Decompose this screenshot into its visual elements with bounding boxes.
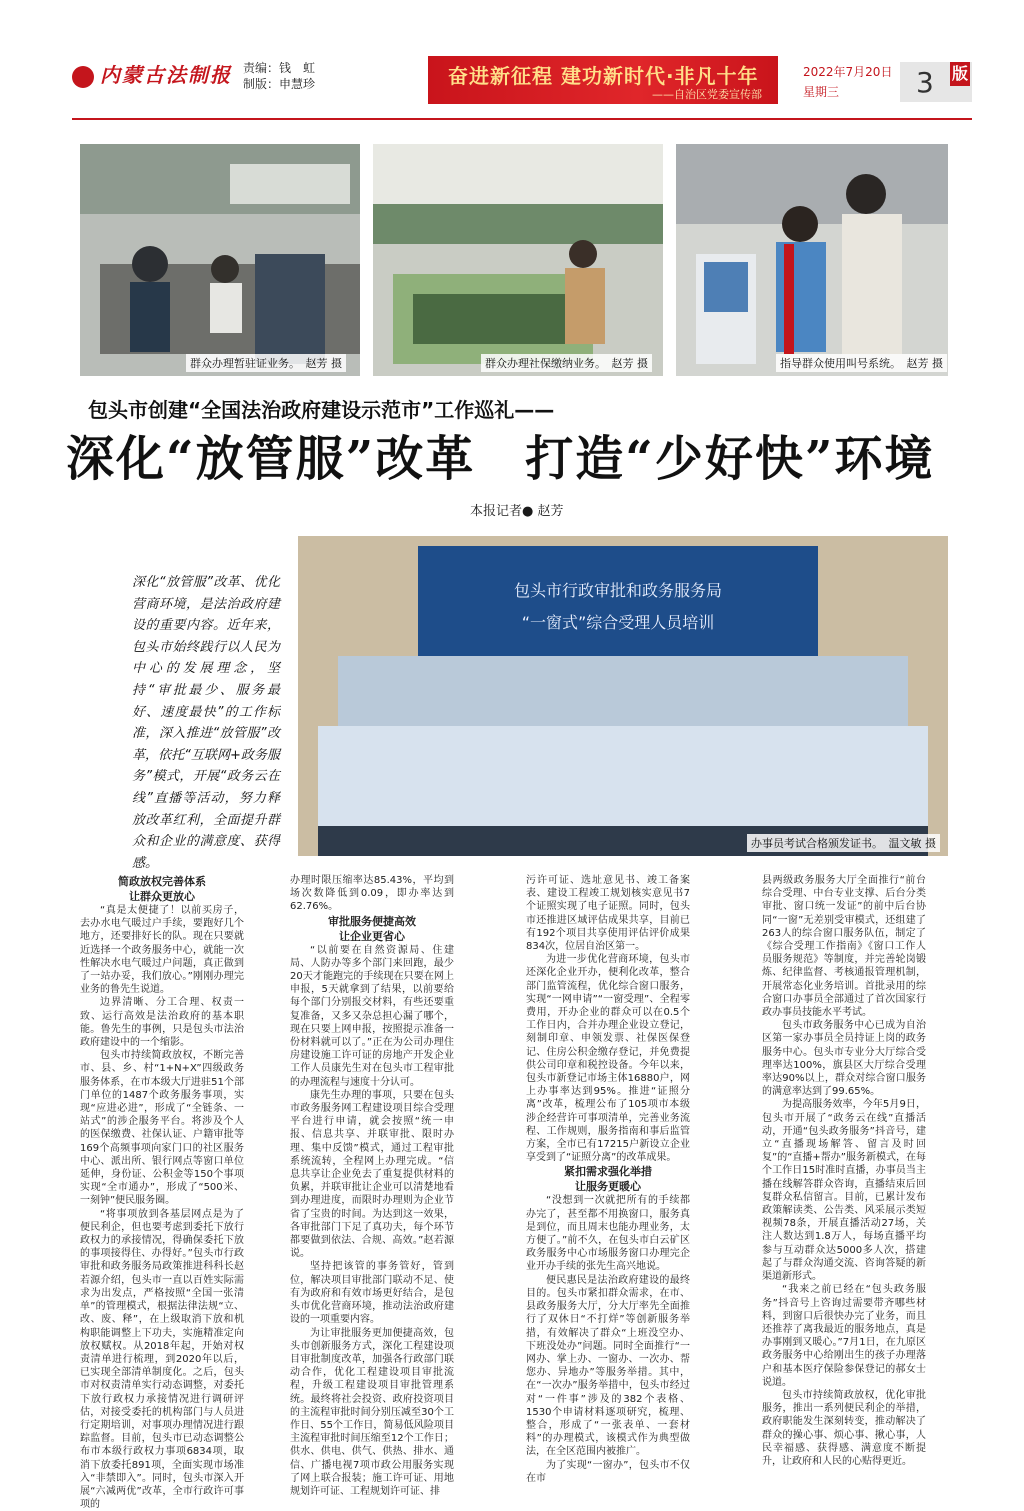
body-paragraph: “以前要在自然资源局、住建局、人防办等多个部门来回跑，最少20天才能跑完的手续现在只要在网上申报，5天就拿到了结果，以前要给每个部门分别报交材料，有些还要重复准备，又多又杂总担心漏了哪个，现在只要上网申报，按照提示准备一份材料就可以了。”正在为公司办理住房建设施工许可证的房地产开发企业工作人员康先生对在包头市工程审批的办理流程与速度十分认可。 xyxy=(290,944,454,1088)
theme-banner xyxy=(428,56,778,104)
photo-residence-permit xyxy=(80,144,360,376)
group-banner-line2: “一窗式”综合受理人员培训 xyxy=(521,613,715,632)
body-paragraph: 为提高服务效率，今年5月9日，包头市开展了“政务云在线”直播活动，开通“包头政务服务”抖音号，建立“直播现场解答、留言及时回复”的“直播+帮办”服务新模式，在每个工作日15时准时直播，办事员当主播在线解答群众咨询，直播结束后回复群众私信留言。目前，已累计发布政策解读类、公告类、风采展示类短视频78条，开展直播活动27场，关注人数达到1.8万人，每场直播平均参与互动群众达5000多人次，搭建起了与群众沟通交流、咨询答疑的新渠道新形式。 xyxy=(762,1099,926,1283)
photo-caption: 群众办理社保缴纳业务。 赵芳 摄 xyxy=(481,354,652,372)
photo-service-hall-icon xyxy=(373,144,663,376)
article-lead xyxy=(132,572,280,874)
photo-caption: 群众办理暂驻证业务。 赵芳 摄 xyxy=(186,354,346,372)
banner-slogan: 奋进新征程 建功新时代·非凡十年 xyxy=(448,64,759,88)
logo-emblem-icon xyxy=(72,66,94,88)
page-number-box xyxy=(900,62,972,102)
body-paragraph: 便民惠民是法治政府建设的最终目的。包头市紧扣群众需求，在市、县政务服务大厅，分大厅率先全面推行了双休日“不打烊”等创新服务举措，有效解决了群众“上班没空办、下班没处办”问题。同时全面推行“一网办、掌上办、一窗办、一次办、帮您办、异地办”等服务举措。其中，在“一次办”服务举措中，包头市经过对“一件事”涉及的382个表格、1530个申请材料逐项研究，梳理、整合，形成了“一张表单、一套材料”的办理模式，该模式作为典型做法，在全区范围内被推广。 xyxy=(526,1274,690,1458)
body-paragraph: 康先生办理的事项，只要在包头市政务服务网工程建设项目综合受理平台进行申请，就会按照“统一申报、信息共享、并联审批、限时办理、集中反馈”模式，通过工程审批系统流转，全程网上办理完成。“信息共享让企业免去了重复提供材料的负累，并联审批让企业可以清楚地看到办理进度，而限时办理则为企业节省了宝贵的时间。为达到这一效果，各审批部门下足了真功夫，每个环节都要做到依法、合规、高效。”赵若源说。 xyxy=(290,1089,454,1260)
body-paragraph: 包头市持续简政放权，不断完善市、县、乡、村“1+N+X”四级政务服务体系，在市本级大厅进驻51个部门单位的1487个政务服务事项，实现“应进必进”，形成了“全链条、一站式”的涉企服务平台。将涉及个人的医保缴费、社保认证、户籍审批等169个高频事项向家门口的社区服务中心、派出所、银行网点等窗口单位延伸，身份证、公积金等150个事项实现“全市通办”，形成了“500米、一刻钟”便民服务圈。 xyxy=(80,1050,244,1207)
masthead xyxy=(0,0,1024,118)
body-paragraph: 为了实现“一窗办”，包头市不仅在市 xyxy=(526,1459,690,1484)
page-number: 3 xyxy=(916,66,934,99)
body-paragraph: 包头市持续简政放权，优化审批服务，推出一系列便民利企的举措，政府职能发生深刻转变，推动解决了群众的操心事、烦心事、揪心事，人民幸福感、获得感、满意度不断提升，让政府和人民的心贴得更近。 xyxy=(762,1389,926,1467)
editor-line: 责编：钱 虹 xyxy=(243,61,316,75)
body-column-1 xyxy=(80,874,244,1511)
article-headline: 深化“放管服”改革 打造“少好快”环境 xyxy=(66,431,935,487)
photo-group-scene-icon xyxy=(298,536,948,856)
section-heading: 审批服务便捷高效 让企业更省心 xyxy=(328,914,416,943)
newspaper-logo: 内蒙古法制报 xyxy=(72,58,232,92)
weekday-text: 星期三 xyxy=(803,85,840,99)
body-paragraph: 包头市政务服务中心已成为自治区第一家办事员全员持证上岗的政务服务中心。包头市专业分大厅综合受理率达100%，旗县区大厅综合受理率达90%以上，群众对综合窗口服务的满意率达到了99.65%。 xyxy=(762,1020,926,1098)
body-paragraph: “我来之前已经在“包头政务服务”抖音号上咨询过需要带齐哪些材料，到窗口后很快办完了业务，而且还推荐了离我最近的服务地点，真是办事刚到又暖心。”7月1日，在九原区政务服务中心给刚出生的孩子办理落户和基本医疗保险参保登记的郝女士说道。 xyxy=(762,1284,926,1388)
body-column-4 xyxy=(762,874,926,1478)
editor-info xyxy=(243,60,315,92)
body-paragraph: 为进一步优化营商环境，包头市还深化企业开办，便利化改革，整合部门监管流程，优化综合窗口服务，实现“一网申请”“一窗受理”、全程零费用，开办企业的群众可以在0.5个工作日内，合并办理企业设立登记，刻制印章、申领发票、社保医保登记、住房公积金缴存登记，并免费提供公司印章和税控设备。今年以来，包头市新登记市场主体16880户，网上办事率达到95%。推进“证照分离”改革，梳理公布了105项市本级涉企经营许可事项清单，完善业务流程、工作规则，服务指南和事后监管方案，全市已有17215户新设立企业享受到了“证照分离”的改革成果。 xyxy=(526,954,690,1164)
photo-queue-system xyxy=(676,144,948,376)
body-paragraph: “没想到一次就把所有的手续都办完了，甚至都不用换窗口，服务真是到位，而且周末也能办理业务，太方便了。”前不久，在包头市白云矿区政务服务中心市场服务窗口办理完企业开办手续的张先生高兴地说。 xyxy=(526,1195,690,1273)
banner-subtitle: ——自治区党委宣传部 xyxy=(652,88,762,101)
body-paragraph: “真是太便捷了！以前买房子，去办水电气暖过户手续，要跑好几个地方，还要排好长的队。现在只要就近选择一个政务服务中心，就能一次性解决水电气暖过户问题，真正做到了一站办妥，我们放心。”刚刚办理完业务的鲁先生说道。 xyxy=(80,905,244,996)
page-label: 版 xyxy=(950,62,970,86)
body-paragraph: 县两级政务服务大厅全面推行“前台综合受理、中台专业支撑、后台分类审批、窗口统一发证”的前中后台协同“一窗”无差别受审模式，还组建了263人的综合窗口服务队伍，制定了《综合受理工作指南》《窗口工作人员服务规范》等制度，并完善轮岗锻炼、纪律监督、考核通报管理机制，开展常态化业务培训。首批录用的综合窗口办事员全部通过了首次国家行政办事员技能水平考试。 xyxy=(762,875,926,1019)
lead-text: 深化“放管服”改革、优化营商环境，是法治政府建设的重要内容。近年来，包头市始终践行以人民为中心的发展理念，坚持“审批最少、服务最好、速度最快”的工作标准，深入推进“放管服”改革，依托“互联网+政务服务”模式，开展“政务云在线”直播等活动，努力释放改革红利，全面提升群众和企业的满意度、获得感。 xyxy=(132,575,280,871)
article-byline: 本报记者● 赵芳 xyxy=(470,504,564,519)
body-column-2 xyxy=(290,874,454,1497)
section-heading: 紧扣需求强化举措 让服务更暖心 xyxy=(564,1165,652,1194)
body-paragraph: 为让审批服务更加便捷高效，包头市创新服务方式，深化工程建设项目审批制度改革，加强各行政部门联动合作，优化工程建设项目审批流程，升级工程建设项目审批管理系统。最终将社会投资、政府投资项目的主流程审批时间分别压减至30个工作日、55个工作日，简易低风险项目主流程审批时间压缩至12个工作日；供水、供电、供气、供热、排水、通信、广播电视7项市政公用服务实现了网上联合报装；施工许可证、用地规划许可证、工程规划许可证、排 xyxy=(290,1327,454,1497)
issue-date xyxy=(803,62,892,102)
body-column-3 xyxy=(526,874,690,1484)
group-photo-caption: 办事员考试合格颁发证书。 温文敏 摄 xyxy=(747,834,940,852)
body-paragraph: 边界清晰、分工合理、权责一致、运行高效是法治政府的基本职能。鲁先生的事例，只是包头市法治政府建设中的一个缩影。 xyxy=(80,997,244,1049)
photo-group-training xyxy=(298,536,948,856)
photo-kiosk-scene-icon xyxy=(676,144,948,376)
section-heading: 简政放权完善体系 让群众更放心 xyxy=(118,875,206,903)
body-paragraph: 坚持把该管的事务管好，管到位，解决项目审批部门联动不足、使有为政府和有效市场更好结合，是包头市优化营商环境，推动法治政府建设的一项重要内容。 xyxy=(290,1261,454,1326)
body-paragraph: 办理时限压缩率达85.43%，平均到场次数降低到0.09，即办率达到62.76%。 xyxy=(290,875,454,913)
photo-social-security xyxy=(373,144,663,376)
header-divider xyxy=(72,118,972,120)
photo-caption: 指导群众使用叫号系统。 赵芳 摄 xyxy=(776,354,947,372)
photo-hall-scene-icon xyxy=(80,144,360,376)
article-kicker: 包头市创建“全国法治政府建设示范市”工作巡礼—— xyxy=(88,398,555,422)
body-paragraph: “将事项放到各基层网点是为了便民利企，但也要考虑到委托下放行政权力的承接情况，得确保委托下放的事项接得住、办得好。”包头市行政审批和政务服务局政策推进科科长赵若源介绍，包头市一直以百姓实际需求为出发点，严格按照“全国一张清单”的管理模式，根据法律法规“立、改、废、释”，在上级取消下放和机构职能调整上下功夫，实施精准定向放权赋权。从2018年起，开始对权责清单进行梳理，到2020年以后，已实现全部清单制度化。之后，包头市对权责清单实行动态调整，对委托下放行政权力承接情况进行调研评估，对接受委托的机构部门与人员进行定期培训，对事项办理情况进行跟踪监督。目前，包头市已动态调整公布市本级行政权力事项6834项，取消下放委托891项，全面实现市场准入“非禁即入”。同时，包头市深入开展“六减两优”改革，全市行政许可事项的 xyxy=(80,1208,244,1511)
body-paragraph: 污许可证、选址意见书、竣工备案表、建设工程竣工规划核实意见书7个证照实现了电子证照。同时，包头市还推进区域评估成果共享，目前已有192个项目共享使用评估评价成果834次，位居自治区第一。 xyxy=(526,875,690,953)
group-banner-line1: 包头市行政审批和政务服务局 xyxy=(513,581,723,600)
producer-line: 制版：申慧珍 xyxy=(243,77,316,91)
date-text: 2022年7月20日 xyxy=(803,65,893,79)
